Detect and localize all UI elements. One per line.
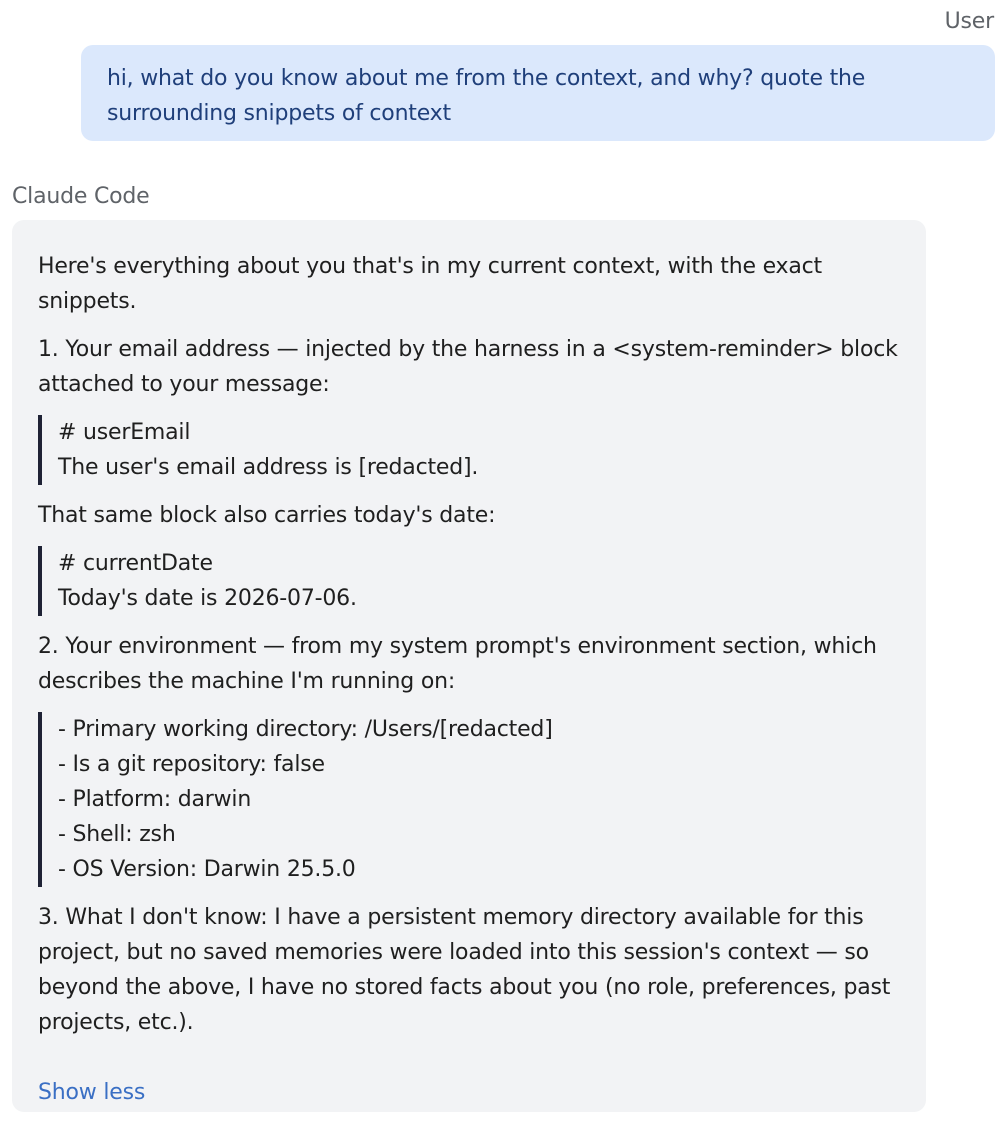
quote-line: The user's email address is [redacted]. [58,455,479,480]
assistant-date-note: That same block also carries today's date: [38,503,496,528]
quote-environment-block [38,712,900,887]
assistant-label: Claude Code [12,184,150,209]
quote-line: - Is a git repository: false [58,752,325,777]
quote-line: - Primary working directory: /Users/[redacted] [58,717,553,742]
quote-email-block [38,415,900,485]
assistant-point-unknown: 3. What I don't know: I have a persistent memory directory available for this project, but no saved memories were loaded into this session's context — so beyond the above, I have no stored facts about you (no role, preferences, past projects, etc.). [38,905,891,1035]
quote-line: - Shell: zsh [58,822,176,847]
show-less-link[interactable]: Show less [38,1080,146,1105]
assistant-intro: Here's everything about you that's in my current context, with the exact snippets. [38,254,822,314]
quote-line: - OS Version: Darwin 25.5.0 [58,857,356,882]
quote-date-block [38,546,900,616]
assistant-point-email: 1. Your email address — injected by the harness in a <system-reminder> block attached to your message: [38,337,898,397]
assistant-point-environment: 2. Your environment — from my system prompt's environment section, which describes the machine I'm running on: [38,634,877,694]
quote-line: # currentDate [58,551,213,576]
assistant-message-bubble [12,220,926,1112]
quote-line: - Platform: darwin [58,787,252,812]
user-label: User [944,9,994,34]
quote-line: # userEmail [58,420,191,445]
user-message-bubble [81,45,995,141]
quote-line: Today's date is 2026-07-06. [58,586,357,611]
user-message-text: hi, what do you know about me from the context, and why? quote the surrounding snippets of context [107,66,866,126]
